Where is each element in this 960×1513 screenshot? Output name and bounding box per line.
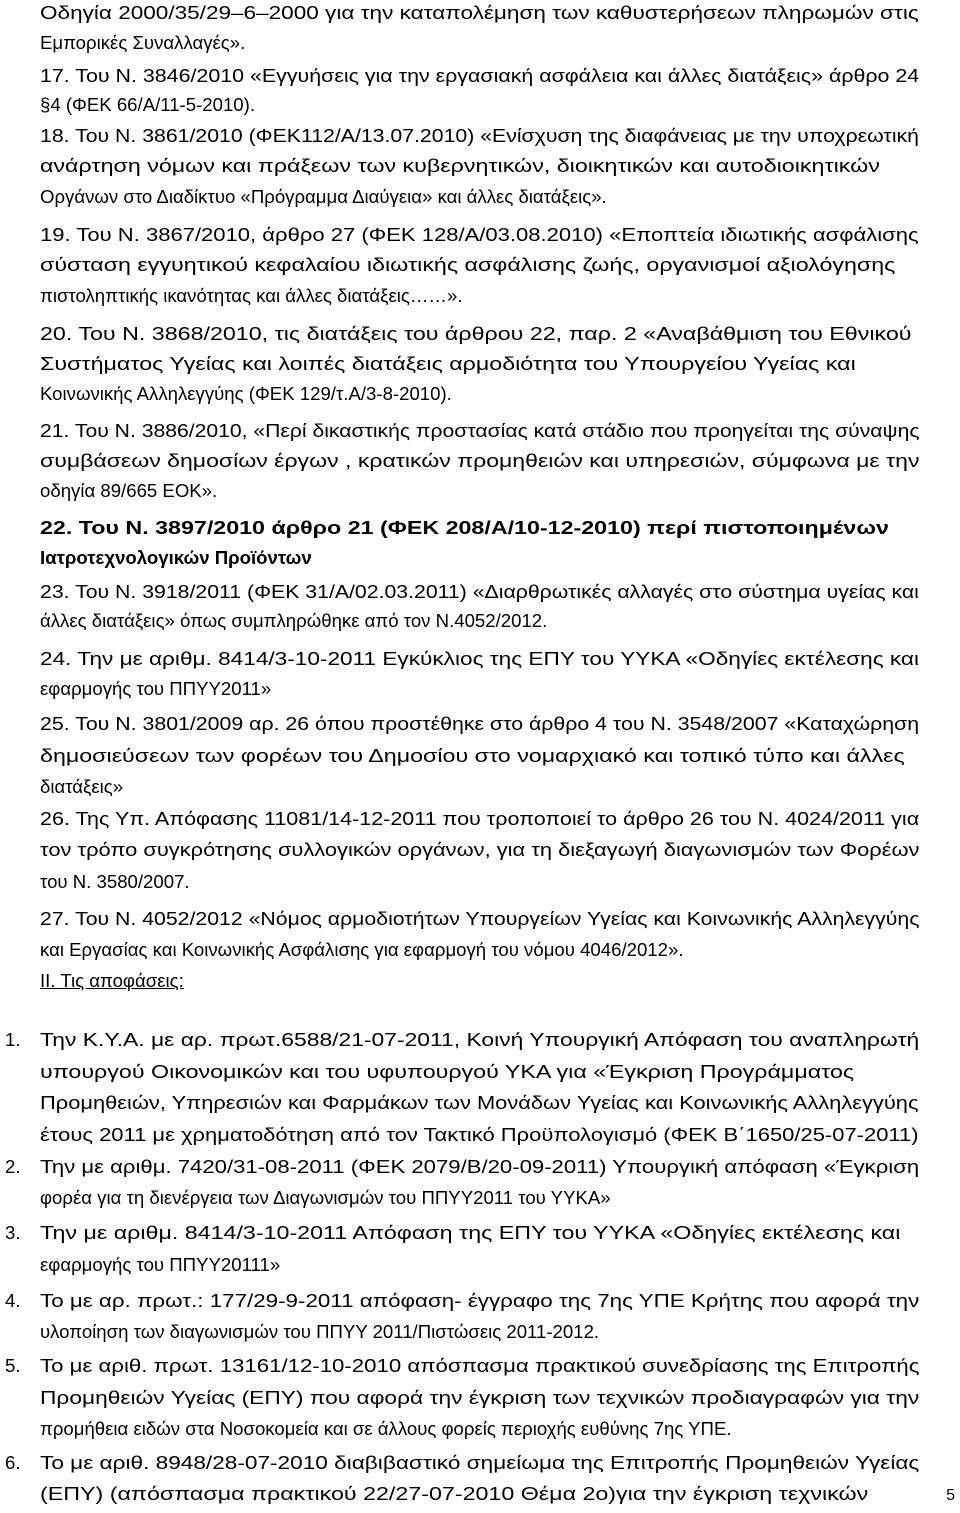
section-heading: ΙΙ. Τις αποφάσεις: (40, 970, 184, 991)
list-number: 5. (5, 1355, 21, 1376)
list-number: 1. (5, 1029, 21, 1050)
text-line: Το με αρ. πρωτ.: 177/29-9-2011 απόφαση- έγγραφο της 7ης ΥΠΕ Κρήτης που αφορά την (40, 1290, 920, 1311)
text-line: εφαρμογής του ΠΠΥΥ20111» (40, 1254, 281, 1275)
text-line: οδηγία 89/665 ΕΟΚ». (40, 480, 218, 501)
text-line: Την Κ.Υ.Α. με αρ. πρωτ.6588/21-07-2011, Κοινή Υπουργική Απόφαση του αναπληρωτή (40, 1029, 920, 1050)
text-line: Εμπορικές Συναλλαγές». (40, 32, 246, 53)
text-line: πιστοληπτικής ικανότητας και άλλες διατάξεις……». (40, 285, 463, 306)
text-line: υλοποίηση των διαγωνισμών του ΠΠΥΥ 2011/Πιστώσεις 2011-2012. (40, 1321, 600, 1342)
text-line: Την με αριθμ. 8414/3-10-2011 Απόφαση της ΕΠΥ του ΥΥΚΑ «Οδηγίες εκτέλεσης και (40, 1222, 901, 1243)
text-line: Την με αριθμ. 7420/31-08-2011 (ΦΕΚ 2079/Β/20-09-2011) Υπουργική απόφαση «Έγκριση (40, 1156, 920, 1177)
text-line: σύσταση εγγυητικού κεφαλαίου ιδιωτικής ασφάλισης ζωής, οργανισμοί αξιολόγησης (40, 254, 896, 275)
text-line: 27. Του Ν. 4052/2012 «Νόμος αρμοδιοτήτων Υπουργείων Υγείας και Κοινωνικής Αλληλεγγύης (40, 908, 920, 929)
text-line: συμβάσεων δημοσίων έργων , κρατικών προμηθειών και υπηρεσιών, σύμφωνα με την (40, 450, 920, 471)
text-line: Προμηθειών, Υπηρεσιών και Φαρμάκων των Μονάδων Υγείας και Κοινωνικής Αλληλεγγύης (40, 1092, 919, 1113)
text-line: Το με αριθ. πρωτ. 13161/12-10-2010 απόσπασμα πρακτικού συνεδρίασης της Επιτροπής (40, 1355, 920, 1376)
text-line: Συστήματος Υγείας και λοιπές διατάξεις αρμοδιότητα του Υπουργείου Υγείας και (40, 353, 856, 374)
text-line: διατάξεις» (40, 776, 124, 797)
text-line: Οργάνων στο Διαδίκτυο «Πρόγραμμα Διαύγεια» και άλλες διατάξεις». (40, 186, 607, 207)
text-line: Το με αριθ. 8948/28-07-2010 διαβιβαστικό σημείωμα της Επιτροπής Προμηθειών Υγείας (40, 1452, 920, 1473)
text-line: τον τρόπο συγκρότησης συλλογικών οργάνων, για τη διεξαγωγή διαγωνισμών των Φορέων (40, 839, 920, 860)
list-number: 4. (5, 1290, 21, 1311)
text-line: §4 (ΦΕΚ 66/Α/11-5-2010). (40, 94, 256, 115)
text-line: δημοσιεύσεων των φορέων του Δημοσίου στο νομαρχιακό και τοπικό τύπο και άλλες (40, 745, 905, 766)
text-line: 19. Του Ν. 3867/2010, άρθρο 27 (ΦΕΚ 128/Α/03.08.2010) «Εποπτεία ιδιωτικής ασφάλισης (40, 224, 919, 245)
page-number: 5 (946, 1487, 955, 1504)
text-line: Κοινωνικής Αλληλεγγύης (ΦΕΚ 129/τ.Α/3-8-2010). (40, 383, 452, 404)
text-line: 18. Του Ν. 3861/2010 (ΦΕΚ112/Α/13.07.2010) «Ενίσχυση της διαφάνειας με την υποχρεωτική (40, 125, 919, 146)
text-line: 24. Την με αριθμ. 8414/3-10-2011 Εγκύκλιος της ΕΠΥ του ΥΥΚΑ «Οδηγίες εκτέλεσης και (40, 648, 920, 669)
text-line: Ιατροτεχνολογικών Προϊόντων (40, 547, 312, 568)
text-line: φορέα για τη διενέργεια των Διαγωνισμών του ΠΠΥΥ2011 του ΥΥΚΑ» (40, 1187, 611, 1208)
text-line: ανάρτηση νόμων και πράξεων των κυβερνητικών, διοικητικών και αυτοδιοικητικών (40, 155, 880, 176)
text-line: και Εργασίας και Κοινωνικής Ασφάλισης για εφαρμογή του νόμου 4046/2012». (40, 939, 684, 960)
text-line: 20. Του Ν. 3868/2010, τις διατάξεις του άρθρου 22, παρ. 2 «Αναβάθμιση του Εθνικού (40, 323, 912, 344)
text-line: Οδηγία 2000/35/29–6–2000 για την καταπολέμηση των καθυστερήσεων πληρωμών στις (40, 2, 919, 23)
text-line: 25. Του Ν. 3801/2009 αρ. 26 όπου προστέθηκε στο άρθρο 4 του Ν. 3548/2007 «Καταχώρηση (40, 713, 920, 734)
text-line: εφαρμογής του ΠΠΥΥ2011» (40, 678, 272, 699)
text-line: 17. Του Ν. 3846/2010 «Εγγυήσεις για την εργασιακή ασφάλεια και άλλες διατάξεις» άρθρο 24 (40, 65, 920, 86)
text-line: έτους 2011 με χρηματοδότηση από τον Τακτικό Προϋπολογισμό (ΦΕΚ Β΄1650/25-07-2011) (40, 1124, 919, 1145)
text-line: 22. Του Ν. 3897/2010 άρθρο 21 (ΦΕΚ 208/Α/10-12-2010) περί πιστοποιημένων (40, 517, 889, 538)
text-line: 26. Της Υπ. Απόφασης 11081/14-12-2011 που τροποποιεί το άρθρο 26 του Ν. 4024/2011 για (40, 808, 920, 829)
text-line: (ΕΠΥ) (απόσπασμα πρακτικού 22/27-07-2010 Θέμα 2ο)για την έγκριση τεχνικών (40, 1483, 869, 1504)
text-line: υπουργού Οικονομικών και του υφυπουργού ΥΚΑ για «Έγκριση Προγράμματος (40, 1061, 855, 1082)
text-line: του Ν. 3580/2007. (40, 871, 190, 892)
list-number: 3. (5, 1222, 21, 1243)
text-line: άλλες διατάξεις» όπως συμπληρώθηκε από τον Ν.4052/2012. (40, 610, 548, 631)
text-line: 21. Του Ν. 3886/2010, «Περί δικαστικής προστασίας κατά στάδιο που προηγείται της σύναψης (40, 420, 920, 441)
text-line: Προμηθειών Υγείας (ΕΠΥ) που αφορά την έγκριση των τεχνικών προδιαγραφών για την (40, 1387, 920, 1408)
list-number: 6. (5, 1452, 21, 1473)
list-number: 2. (5, 1156, 21, 1177)
text-line: προμήθεια ειδών στα Νοσοκομεία και σε άλλους φορείς περιοχής ευθύνης 7ης ΥΠΕ. (40, 1418, 732, 1439)
text-line: 23. Του Ν. 3918/2011 (ΦΕΚ 31/Α/02.03.2011) «Διαρθρωτικές αλλαγές στο σύστημα υγείας και (40, 581, 919, 602)
